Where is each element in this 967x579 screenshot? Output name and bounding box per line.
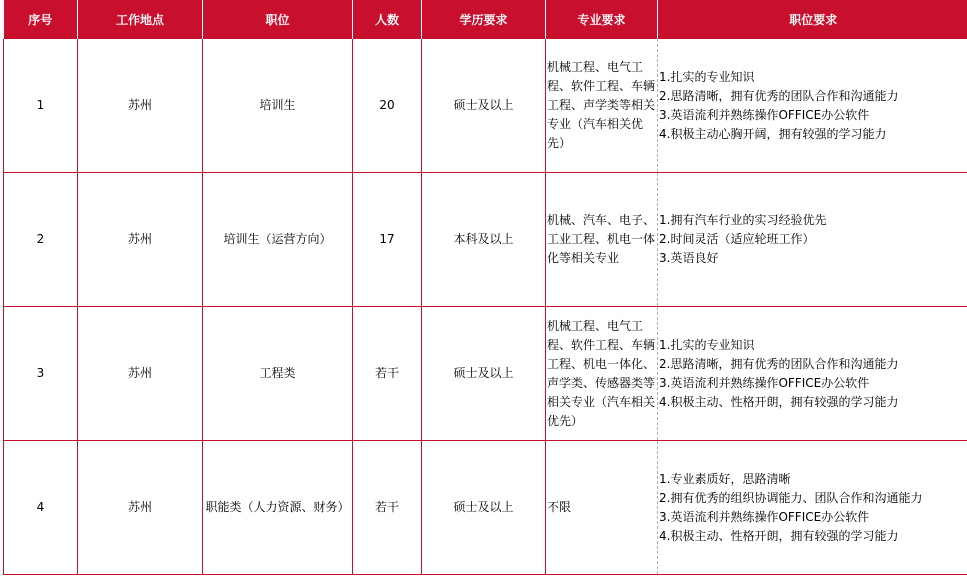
cell-index: 4 <box>4 441 78 575</box>
requirement-item: 3.英语流利并熟练操作OFFICE办公软件 <box>659 107 870 122</box>
requirement-item: 1.扎实的专业知识 <box>659 337 755 352</box>
cell-position: 培训生 <box>203 39 353 173</box>
requirement-item: 4.积极主动心胸开阔，拥有较强的学习能力 <box>659 126 887 141</box>
cell-requirements <box>658 441 967 575</box>
cell-education: 本科及以上 <box>422 173 546 307</box>
cell-location: 苏州 <box>78 39 203 173</box>
requirement-item: 1.专业素质好，思路清晰 <box>659 471 791 486</box>
requirement-item: 4.积极主动、性格开朗，拥有较强的学习能力 <box>659 394 899 409</box>
requirement-item: 3.英语流利并熟练操作OFFICE办公软件 <box>659 509 870 524</box>
cell-position: 职能类（人力资源、财务） <box>203 441 353 575</box>
requirement-item: 2.时间灵活（适应轮班工作） <box>659 232 815 246</box>
cell-requirements <box>658 173 967 307</box>
requirement-item: 1.拥有汽车行业的实习经验优先 <box>659 213 827 227</box>
header-index: 序号 <box>4 0 78 39</box>
header-location: 工作地点 <box>78 0 203 39</box>
cell-index: 2 <box>4 173 78 307</box>
cell-location: 苏州 <box>78 441 203 575</box>
cell-index: 1 <box>4 39 78 173</box>
table-row <box>4 307 967 441</box>
cell-major: 机械、汽车、电子、工业工程、机电一体化等相关专业 <box>546 173 658 307</box>
cell-education: 硕士及以上 <box>422 441 546 575</box>
cell-requirements <box>658 307 967 441</box>
requirement-item: 2.思路清晰，拥有优秀的团队合作和沟通能力 <box>659 88 899 103</box>
header-row <box>4 0 967 39</box>
requirement-item: 2.拥有优秀的组织协调能力、团队合作和沟通能力 <box>659 490 923 505</box>
header-major: 专业要求 <box>546 0 658 39</box>
requirement-item: 3.英语流利并熟练操作OFFICE办公软件 <box>659 375 870 390</box>
requirement-item: 1.扎实的专业知识 <box>659 69 755 84</box>
recruitment-table <box>3 0 967 575</box>
cell-major: 机械工程、电气工程、软件工程、车辆工程、机电一体化、声学类、传感器类等相关专业（汽车相关优先） <box>546 307 658 441</box>
header-count: 人数 <box>353 0 422 39</box>
cell-location: 苏州 <box>78 173 203 307</box>
cell-major: 机械工程、电气工程、软件工程、车辆工程、声学类等相关专业（汽车相关优先） <box>546 39 658 173</box>
cell-count: 若干 <box>353 441 422 575</box>
requirement-item: 3.英语良好 <box>659 251 719 265</box>
cell-education: 硕士及以上 <box>422 307 546 441</box>
header-education: 学历要求 <box>422 0 546 39</box>
requirement-item: 4.积极主动、性格开朗，拥有较强的学习能力 <box>659 528 899 543</box>
cell-count: 20 <box>353 39 422 173</box>
table-row <box>4 441 967 575</box>
cell-count: 若干 <box>353 307 422 441</box>
header-position: 职位 <box>203 0 353 39</box>
requirement-item: 2.思路清晰，拥有优秀的团队合作和沟通能力 <box>659 356 899 371</box>
cell-position: 培训生（运营方向） <box>203 173 353 307</box>
table-row <box>4 39 967 173</box>
header-requirements: 职位要求 <box>658 0 967 39</box>
cell-education: 硕士及以上 <box>422 39 546 173</box>
table-row <box>4 173 967 307</box>
cell-requirements <box>658 39 967 173</box>
cell-location: 苏州 <box>78 307 203 441</box>
cell-count: 17 <box>353 173 422 307</box>
cell-position: 工程类 <box>203 307 353 441</box>
cell-index: 3 <box>4 307 78 441</box>
cell-major: 不限 <box>546 441 658 575</box>
